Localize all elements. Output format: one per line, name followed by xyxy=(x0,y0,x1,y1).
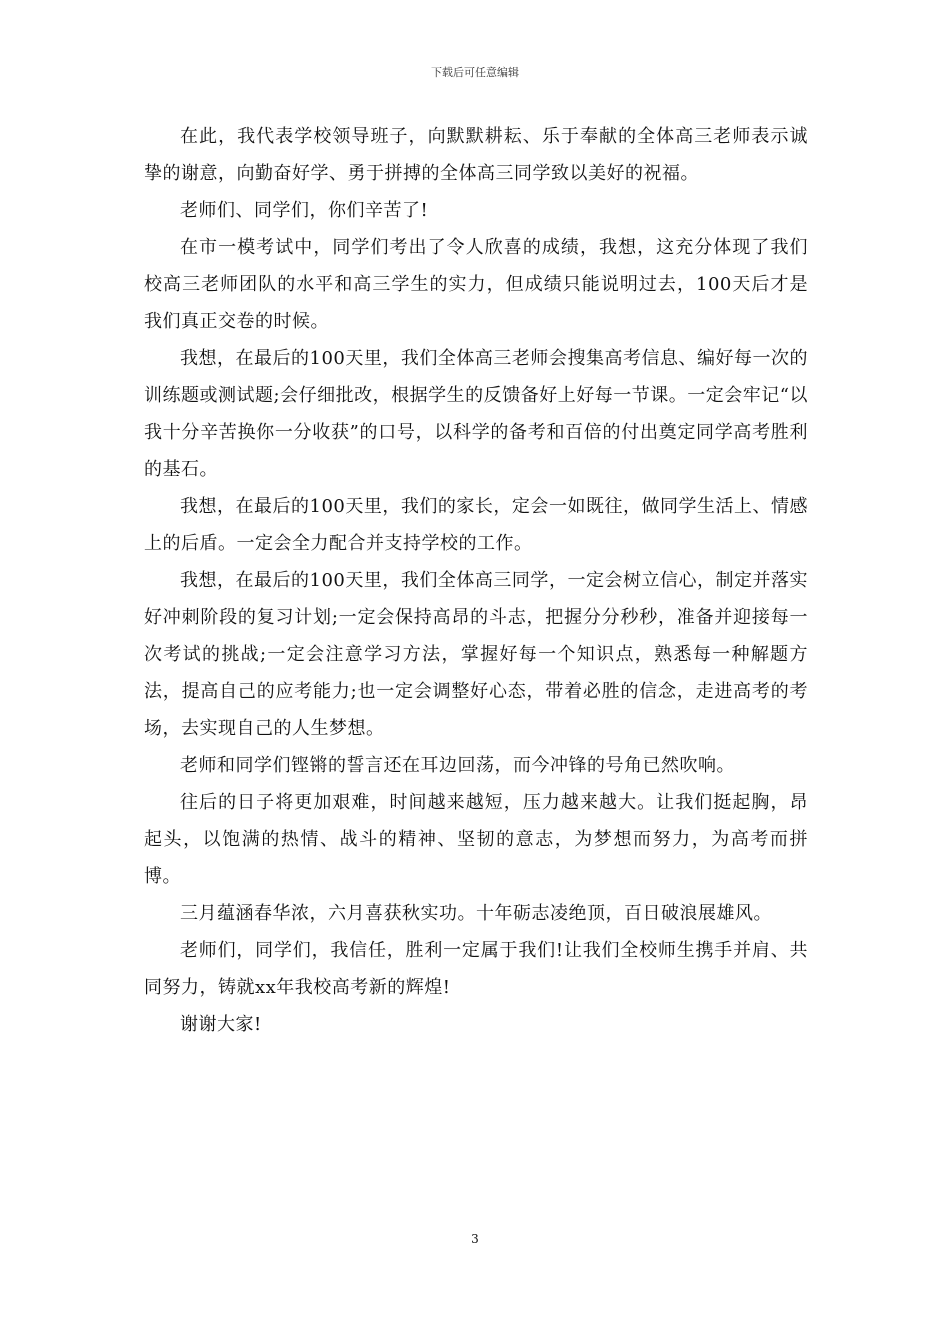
page-header: 下载后可任意编辑 xyxy=(431,66,519,79)
paragraph-thank-you: 谢谢大家! xyxy=(180,1014,262,1035)
paragraph-encouragement: 往后的日子将更加艰难，时间越来越短，压力越来越大。让我们挺起胸，昂起头，以饱满的热情、战斗的精神、坚韧的意志，为梦想而努力，为高考而拼博。 xyxy=(144,792,808,887)
paragraph-exam-results: 在市一模考试中，同学们考出了令人欣喜的成绩，我想，这充分体现了我们校高三老师团队的水平和高三学生的实力，但成绩只能说明过去，100天后才是我们真正交卷的时候。 xyxy=(144,237,808,332)
page-number: 3 xyxy=(471,1232,479,1246)
paragraph-greeting: 老师们、同学们，你们辛苦了! xyxy=(180,200,429,221)
paragraph-parents: 我想，在最后的100天里，我们的家长，定会一如既往，做同学生活上、情感上的后盾。一定会全力配合并支持学校的工作。 xyxy=(144,496,808,554)
paragraph-thanks: 在此，我代表学校领导班子，向默默耕耘、乐于奉献的全体高三老师表示诚挚的谢意，向勤奋好学、勇于拼搏的全体高三同学致以美好的祝福。 xyxy=(144,126,808,184)
paragraph-closing: 老师们，同学们，我信任，胜利一定属于我们!让我们全校师生携手并肩、共同努力，铸就xx年我校高考新的辉煌! xyxy=(144,940,808,998)
paragraph-teachers: 我想，在最后的100天里，我们全体高三老师会搜集高考信息、编好每一次的训练题或测试题;会仔细批改，根据学生的反馈备好上好每一节课。一定会牢记“以我十分辛苦换你一分收获”的口号，以科学的备考和百倍的付出奠定同学高考胜利的基石。 xyxy=(144,348,808,480)
paragraph-oath: 老师和同学们铿锵的誓言还在耳边回荡，而今冲锋的号角已然吹响。 xyxy=(180,755,735,776)
paragraph-students: 我想，在最后的100天里，我们全体高三同学，一定会树立信心，制定并落实好冲刺阶段的复习计划;一定会保持高昂的斗志，把握分分秒秒，准备并迎接每一次考试的挑战;一定会注意学习方法，掌握好每一个知识点，熟悉每一种解题方法，提高自己的应考能力;也一定会调整好心态，带着必胜的信念，走进高考的考场，去实现自己的人生梦想。 xyxy=(144,570,808,739)
document-body xyxy=(144,118,808,1043)
paragraph-poem: 三月蕴涵春华浓，六月喜获秋实功。十年砺志凌绝顶，百日破浪展雄风。 xyxy=(180,903,772,924)
